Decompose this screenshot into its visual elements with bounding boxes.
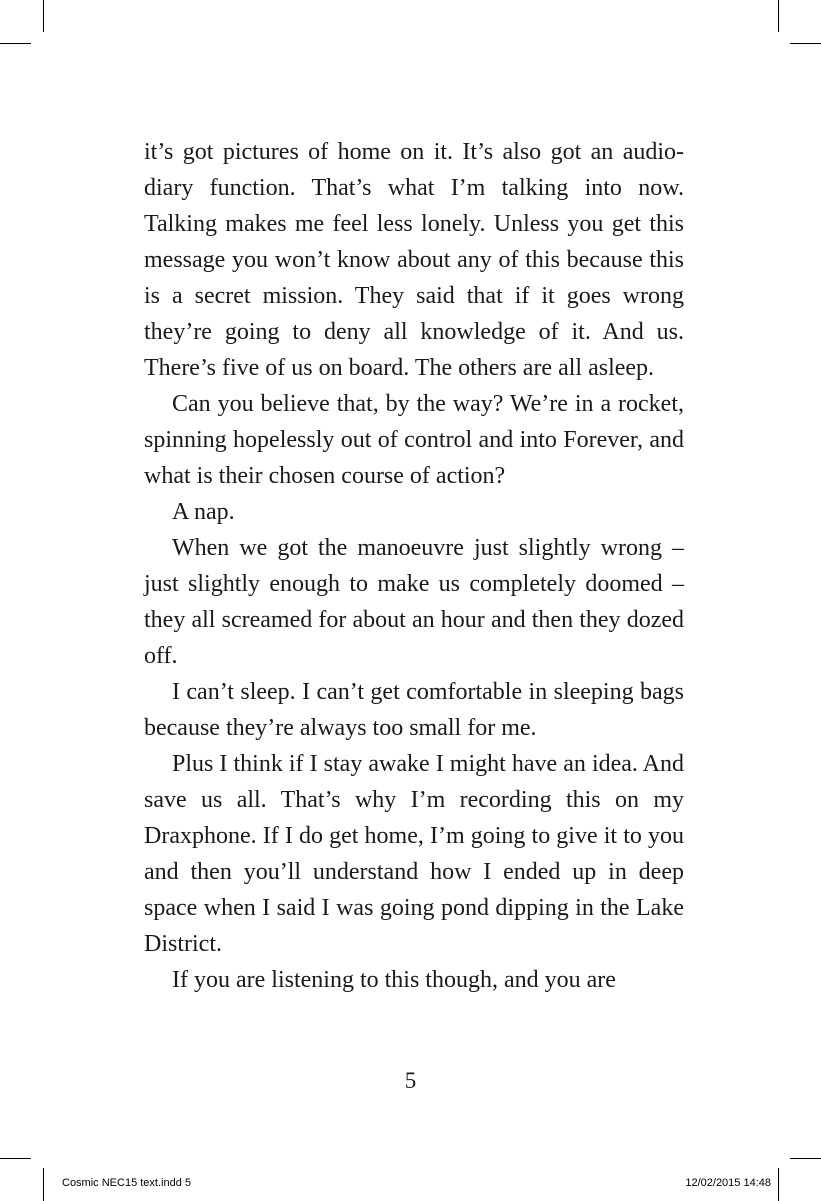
crop-mark-bottom-left-horizontal: [0, 1158, 31, 1159]
crop-mark-bottom-left: [43, 1168, 44, 1201]
paragraph-1: it’s got pictures of home on it. It’s also got an audio-diary function. That’s what I’m talking into now. Talking makes me feel less lonely. Unless you get this message you won’t know about any of this because this is a secret mission. They said that if it goes wrong they’re going to deny all knowledge of it. And us. There’s five of us on board. The others are all asleep.: [144, 139, 684, 381]
paragraph-5: I can’t sleep. I can’t get comfortable in sleeping bags because they’re always too small for me.: [144, 679, 684, 741]
paragraph-7: If you are listening to this though, and you are: [172, 967, 616, 993]
paragraph-3: A nap.: [172, 499, 235, 525]
paragraph-6: Plus I think if I stay awake I might have an idea. And save us all. That’s why I’m recording this on my Draxphone. If I do get home, I’m going to give it to you and then you’ll understand how I ended up in deep space when I said I was going pond dipping in the Lake District.: [144, 751, 684, 957]
crop-mark-top-left: [43, 0, 44, 32]
crop-mark-top-right-horizontal: [790, 43, 821, 44]
paragraph-4: When we got the manoeuvre just slightly wrong – just slightly enough to make us completely doomed – they all screamed for about an hour and then they dozed off.: [144, 535, 684, 669]
body-text: [144, 134, 684, 998]
slug-file-info: Cosmic NEC15 text.indd 5: [62, 1177, 191, 1189]
crop-mark-top-right: [778, 0, 779, 32]
paragraph-2: Can you believe that, by the way? We’re in a rocket, spinning hopelessly out of control and into Forever, and what is their chosen course of action?: [144, 391, 684, 489]
crop-mark-bottom-right: [778, 1168, 779, 1201]
page-number: 5: [404, 1068, 417, 1093]
slug-timestamp: 12/02/2015 14:48: [685, 1177, 771, 1189]
crop-mark-bottom-right-horizontal: [790, 1158, 821, 1159]
crop-mark-top-left-horizontal: [0, 43, 31, 44]
